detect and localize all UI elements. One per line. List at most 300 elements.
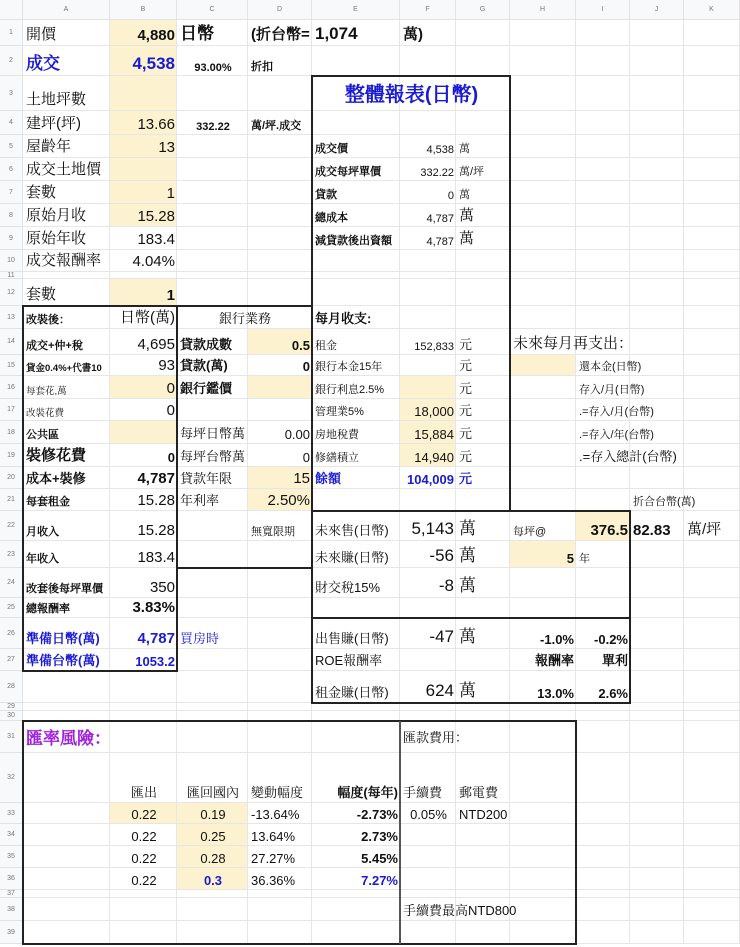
grid-cell[interactable] <box>576 711 630 721</box>
cell-b14[interactable]: 4,695 <box>137 336 175 353</box>
grid-cell[interactable] <box>400 890 456 898</box>
grid-cell[interactable] <box>23 868 110 890</box>
cell-b27[interactable]: 1053.2 <box>135 654 175 669</box>
grid-cell[interactable] <box>456 598 510 618</box>
grid-cell[interactable] <box>630 846 684 868</box>
cell-i22[interactable]: 376.5 <box>590 522 628 539</box>
cell-g24[interactable]: 萬 <box>459 576 476 595</box>
cell-i23[interactable]: 年 <box>579 553 590 565</box>
grid-cell[interactable] <box>684 467 740 489</box>
cell-a20[interactable]: 成本+裝修 <box>26 471 86 486</box>
grid-cell[interactable] <box>177 649 248 671</box>
grid-cell[interactable] <box>630 20 684 46</box>
grid-cell[interactable] <box>684 671 740 703</box>
row-header[interactable]: 35 <box>0 846 23 868</box>
grid-cell[interactable] <box>630 921 684 944</box>
grid-cell[interactable] <box>630 711 684 721</box>
cell-f32[interactable]: 手續費 <box>403 785 443 800</box>
cell-d35[interactable]: 27.27% <box>251 851 296 866</box>
row-header[interactable]: 13 <box>0 306 23 329</box>
cell-f28[interactable]: 624 <box>425 681 454 700</box>
grid-cell[interactable] <box>248 711 312 721</box>
cell-g26[interactable]: 萬 <box>459 627 476 646</box>
grid-cell[interactable] <box>510 890 576 898</box>
grid-cell[interactable] <box>630 467 684 489</box>
select-all-corner[interactable] <box>0 0 23 20</box>
grid-cell[interactable] <box>630 868 684 890</box>
cell-b17[interactable]: 0 <box>166 402 175 419</box>
cell-a18[interactable]: 公共區 <box>26 429 59 441</box>
grid-cell[interactable] <box>177 898 248 921</box>
grid-cell[interactable] <box>110 921 177 944</box>
row-header[interactable]: 10 <box>0 250 23 272</box>
column-header[interactable]: G <box>456 0 510 20</box>
grid-cell[interactable] <box>400 846 456 868</box>
cell-f22[interactable]: 5,143 <box>411 519 454 538</box>
grid-cell[interactable] <box>248 649 312 671</box>
cell-j22[interactable]: 82.83 <box>633 522 671 539</box>
cell-e24[interactable]: 財交稅15% <box>315 580 381 595</box>
cell-g22[interactable]: 萬 <box>459 519 476 538</box>
grid-cell[interactable] <box>510 20 576 46</box>
grid-cell[interactable] <box>684 76 740 111</box>
cell-e15[interactable]: 銀行本金15年 <box>315 361 383 373</box>
grid-cell[interactable] <box>248 227 312 250</box>
column-header[interactable]: A <box>23 0 110 20</box>
grid-cell[interactable] <box>576 846 630 868</box>
grid-cell[interactable] <box>177 598 248 618</box>
cell-g19[interactable]: 元 <box>459 449 473 464</box>
cell-b19[interactable]: 0 <box>167 450 175 465</box>
grid-cell[interactable] <box>630 76 684 111</box>
grid-cell[interactable] <box>177 158 248 181</box>
cell-f6[interactable]: 332.22 <box>420 167 454 179</box>
grid-cell[interactable] <box>456 711 510 721</box>
row-header[interactable]: 20 <box>0 467 23 489</box>
grid-cell[interactable] <box>23 671 110 703</box>
cell-g32[interactable]: 郵電費 <box>459 785 499 800</box>
grid-cell[interactable] <box>23 703 110 711</box>
grid-cell[interactable] <box>248 598 312 618</box>
cell-f31[interactable]: 匯款費用： <box>403 729 469 745</box>
column-header[interactable]: D <box>248 0 312 20</box>
cell-a25[interactable]: 總報酬率 <box>26 603 70 615</box>
grid-cell[interactable] <box>576 721 630 753</box>
grid-cell[interactable] <box>400 703 456 711</box>
grid-cell[interactable] <box>400 824 456 846</box>
grid-cell[interactable] <box>510 489 576 511</box>
grid-cell[interactable] <box>630 46 684 76</box>
cell-d34[interactable]: 13.64% <box>251 829 296 844</box>
grid-cell[interactable] <box>312 711 400 721</box>
cell-a12[interactable]: 套數 <box>26 286 57 303</box>
grid-cell[interactable] <box>110 703 177 711</box>
row-header[interactable]: 37 <box>0 890 23 898</box>
row-header[interactable]: 1 <box>0 20 23 46</box>
cell-f14[interactable]: 152,833 <box>414 341 454 353</box>
grid-cell[interactable] <box>684 181 740 204</box>
cell-h23[interactable]: 5 <box>566 551 574 566</box>
grid-cell[interactable] <box>456 272 510 279</box>
grid-cell[interactable] <box>456 20 510 46</box>
cell-e28[interactable]: 租金賺(日幣) <box>315 685 389 700</box>
cell-a13[interactable]: 改裝後： <box>26 314 70 326</box>
grid-cell[interactable] <box>248 890 312 898</box>
grid-cell[interactable] <box>684 753 740 803</box>
cell-g18[interactable]: 元 <box>459 426 473 441</box>
grid-cell[interactable] <box>576 824 630 846</box>
grid-cell[interactable] <box>576 898 630 921</box>
cell-e17[interactable]: 管理業5% <box>315 406 364 418</box>
cell-e13[interactable]: 每月收支: <box>315 311 372 326</box>
grid-cell[interactable] <box>23 921 110 944</box>
cell-d33[interactable]: -13.64% <box>251 807 300 822</box>
grid-cell[interactable] <box>177 181 248 204</box>
cell-b25[interactable]: 3.83% <box>132 599 175 616</box>
cell-g20[interactable]: 元 <box>459 471 473 486</box>
grid-cell[interactable] <box>177 568 248 598</box>
cell-c16[interactable]: 銀行鑑價 <box>180 381 233 396</box>
grid-cell[interactable] <box>630 541 684 568</box>
cell-b13[interactable]: 日幣(萬) <box>120 309 175 326</box>
grid-cell[interactable] <box>576 46 630 76</box>
cell-a26[interactable]: 準備日幣(萬) <box>26 631 100 646</box>
grid-cell[interactable] <box>510 158 576 181</box>
grid-cell[interactable] <box>576 868 630 890</box>
row-header[interactable]: 24 <box>0 568 23 598</box>
cell-e19[interactable]: 修繕積立 <box>315 452 359 464</box>
row-header[interactable]: 7 <box>0 181 23 204</box>
cell-a2[interactable]: 成交 <box>26 54 60 73</box>
grid-cell[interactable] <box>456 489 510 511</box>
grid-cell[interactable] <box>23 753 110 803</box>
grid-cell[interactable] <box>684 279 740 306</box>
grid-cell[interactable] <box>248 898 312 921</box>
cell-h26[interactable]: -1.0% <box>540 632 574 647</box>
grid-cell[interactable] <box>684 598 740 618</box>
cell-f8[interactable]: 4,787 <box>426 213 454 225</box>
cell-g17[interactable]: 元 <box>459 403 473 418</box>
row-header[interactable]: 12 <box>0 279 23 306</box>
grid-cell[interactable] <box>248 671 312 703</box>
grid-cell[interactable] <box>177 250 248 272</box>
grid-cell[interactable] <box>456 111 510 135</box>
cell-b22[interactable]: 15.28 <box>137 522 175 539</box>
grid-cell[interactable] <box>684 618 740 649</box>
cell-f33[interactable]: 0.05% <box>410 807 447 822</box>
cell-b12[interactable]: 1 <box>166 287 175 304</box>
grid-cell[interactable] <box>576 489 630 511</box>
grid-cell[interactable] <box>630 649 684 671</box>
row-header[interactable]: 32 <box>0 753 23 803</box>
cell-e7[interactable]: 貸款 <box>315 189 337 201</box>
grid-cell[interactable] <box>630 227 684 250</box>
cell-c21[interactable]: 年利率 <box>180 493 220 508</box>
grid-cell[interactable] <box>456 890 510 898</box>
cell-i15[interactable]: 還本金(日幣) <box>579 361 642 373</box>
grid-cell[interactable] <box>510 753 576 803</box>
grid-cell[interactable] <box>110 671 177 703</box>
grid-cell[interactable] <box>177 890 248 898</box>
grid-cell[interactable] <box>576 753 630 803</box>
cell-f20[interactable]: 104,009 <box>407 472 454 487</box>
grid-cell[interactable] <box>684 376 740 399</box>
grid-cell[interactable] <box>684 355 740 376</box>
grid-cell[interactable] <box>510 711 576 721</box>
grid-cell[interactable] <box>248 204 312 227</box>
cell-a31[interactable]: 匯率風險： <box>26 728 111 748</box>
grid-cell[interactable] <box>400 649 456 671</box>
cell-f5[interactable]: 4,538 <box>426 144 454 156</box>
grid-cell[interactable] <box>576 598 630 618</box>
grid-cell[interactable] <box>684 250 740 272</box>
column-header[interactable]: E <box>312 0 400 20</box>
grid-cell[interactable] <box>177 511 248 541</box>
cell-e14[interactable]: 租金 <box>315 340 337 352</box>
grid-cell[interactable] <box>684 721 740 753</box>
cell-d14[interactable]: 0.5 <box>291 338 310 353</box>
cell-c32[interactable]: 匯回國內 <box>186 785 239 800</box>
grid-cell[interactable] <box>400 598 456 618</box>
row-header[interactable]: 39 <box>0 921 23 944</box>
grid-cell[interactable] <box>576 568 630 598</box>
grid-cell[interactable] <box>684 890 740 898</box>
grid-cell[interactable] <box>684 568 740 598</box>
cell-e3[interactable]: 整體報表(日幣) <box>344 84 479 106</box>
cell-c33[interactable]: 0.19 <box>200 807 226 822</box>
grid-cell[interactable] <box>400 46 456 76</box>
grid-cell[interactable] <box>400 272 456 279</box>
grid-cell[interactable] <box>456 649 510 671</box>
grid-cell[interactable] <box>510 803 576 824</box>
cell-c35[interactable]: 0.28 <box>200 851 226 866</box>
cell-d32[interactable]: 變動幅度 <box>251 785 304 800</box>
grid-cell[interactable] <box>510 824 576 846</box>
cell-a16[interactable]: 每套花,萬 <box>26 386 67 397</box>
grid-cell[interactable] <box>576 111 630 135</box>
cell-b20[interactable]: 4,787 <box>137 470 175 487</box>
grid-cell[interactable] <box>576 279 630 306</box>
row-header[interactable]: 18 <box>0 421 23 444</box>
cell-b21[interactable]: 15.28 <box>137 492 175 509</box>
cell-c14[interactable]: 貸款成數 <box>180 337 233 352</box>
cell-f17[interactable]: 18,000 <box>414 404 454 419</box>
cell-a1[interactable]: 開價 <box>26 26 57 43</box>
row-header[interactable]: 5 <box>0 135 23 158</box>
grid-cell[interactable] <box>684 421 740 444</box>
grid-cell[interactable] <box>510 399 576 421</box>
grid-cell[interactable] <box>510 250 576 272</box>
grid-cell[interactable] <box>23 846 110 868</box>
cell-e6[interactable]: 成交每坪單價 <box>315 166 381 178</box>
cell-e32[interactable]: 幅度(每年) <box>337 785 398 800</box>
cell-d15[interactable]: 0 <box>302 359 310 374</box>
grid-cell[interactable] <box>177 227 248 250</box>
cell-h28[interactable]: 13.0% <box>537 686 574 701</box>
cell-d4[interactable]: 萬/坪.成交 <box>251 120 302 132</box>
grid-cell[interactable] <box>177 204 248 227</box>
cell-a22[interactable]: 月收入 <box>26 526 59 538</box>
cell-b2[interactable]: 4,538 <box>132 54 175 73</box>
grid-cell[interactable] <box>400 921 456 944</box>
grid-cell[interactable] <box>312 598 400 618</box>
cell-h22[interactable]: 每坪@ <box>513 526 547 538</box>
grid-cell[interactable] <box>510 846 576 868</box>
cell-a6[interactable]: 成交土地價 <box>26 161 102 178</box>
cell-b1[interactable]: 4,880 <box>137 27 175 44</box>
grid-cell[interactable] <box>456 250 510 272</box>
cell-g5[interactable]: 萬 <box>459 143 470 155</box>
grid-cell[interactable] <box>23 890 110 898</box>
grid-cell[interactable] <box>248 399 312 421</box>
cell-b26[interactable]: 4,787 <box>137 630 175 647</box>
grid-cell[interactable] <box>456 279 510 306</box>
grid-cell[interactable] <box>684 227 740 250</box>
cell-c36[interactable]: 0.3 <box>203 873 223 888</box>
cell-e36[interactable]: 7.27% <box>361 873 398 888</box>
cell-g8[interactable]: 萬 <box>459 207 475 224</box>
grid-cell[interactable] <box>456 46 510 76</box>
grid-cell[interactable] <box>456 868 510 890</box>
grid-cell[interactable] <box>23 898 110 921</box>
grid-cell[interactable] <box>576 703 630 711</box>
grid-cell[interactable] <box>630 272 684 279</box>
grid-cell[interactable] <box>576 890 630 898</box>
grid-cell[interactable] <box>630 250 684 272</box>
grid-cell[interactable] <box>400 376 456 399</box>
cell-d1[interactable]: (折台幣= <box>251 26 310 43</box>
grid-cell[interactable] <box>684 46 740 76</box>
cell-k22[interactable]: 萬/坪 <box>687 521 722 538</box>
row-header[interactable]: 27 <box>0 649 23 671</box>
grid-cell[interactable] <box>248 703 312 711</box>
grid-cell[interactable] <box>684 711 740 721</box>
row-header[interactable]: 8 <box>0 204 23 227</box>
grid-cell[interactable] <box>177 541 248 568</box>
cell-g14[interactable]: 元 <box>459 337 473 352</box>
cell-e1[interactable]: 1,074 <box>315 24 358 43</box>
grid-cell[interactable] <box>684 824 740 846</box>
grid-cell[interactable] <box>400 279 456 306</box>
cell-a19[interactable]: 裝修花費 <box>26 447 87 464</box>
cell-d21[interactable]: 2.50% <box>267 492 310 509</box>
grid-cell[interactable] <box>630 111 684 135</box>
cell-b16[interactable]: 0 <box>166 380 175 397</box>
cell-b7[interactable]: 1 <box>166 185 175 202</box>
grid-cell[interactable] <box>510 467 576 489</box>
cell-c34[interactable]: 0.25 <box>200 829 226 844</box>
cell-d2[interactable]: 折扣 <box>251 61 273 73</box>
grid-cell[interactable] <box>248 158 312 181</box>
grid-cell[interactable] <box>576 76 630 111</box>
cell-b8[interactable]: 15.28 <box>137 208 175 225</box>
cell-b35[interactable]: 0.22 <box>131 851 157 866</box>
grid-cell[interactable] <box>110 158 177 181</box>
grid-cell[interactable] <box>248 376 312 399</box>
cell-f18[interactable]: 15,884 <box>414 427 454 442</box>
row-header[interactable]: 11 <box>0 272 23 279</box>
grid-cell[interactable] <box>630 181 684 204</box>
cell-e22[interactable]: 未來售(日幣) <box>315 523 389 538</box>
grid-cell[interactable] <box>684 846 740 868</box>
grid-cell[interactable] <box>684 444 740 467</box>
cell-c26[interactable]: 買房時 <box>180 631 220 646</box>
grid-cell[interactable] <box>248 721 312 753</box>
row-header[interactable]: 19 <box>0 444 23 467</box>
column-header[interactable]: J <box>630 0 684 20</box>
cell-a8[interactable]: 原始月收 <box>26 207 87 224</box>
cell-g15[interactable]: 元 <box>459 358 473 373</box>
cell-a23[interactable]: 年收入 <box>26 553 59 565</box>
cell-a21[interactable]: 每套租金 <box>26 496 70 508</box>
grid-cell[interactable] <box>248 135 312 158</box>
cell-b34[interactable]: 0.22 <box>131 829 157 844</box>
cell-f1[interactable]: 萬) <box>403 26 423 43</box>
grid-cell[interactable] <box>312 489 400 511</box>
grid-cell[interactable] <box>110 272 177 279</box>
grid-cell[interactable] <box>248 541 312 568</box>
grid-cell[interactable] <box>630 279 684 306</box>
grid-cell[interactable] <box>576 467 630 489</box>
grid-cell[interactable] <box>248 618 312 649</box>
grid-cell[interactable] <box>400 868 456 890</box>
cell-j21[interactable]: 折合台幣(萬) <box>633 496 696 508</box>
cell-c18[interactable]: 每坪日幣萬 <box>180 426 246 441</box>
grid-cell[interactable] <box>110 898 177 921</box>
column-header[interactable]: H <box>510 0 576 20</box>
grid-cell[interactable] <box>630 753 684 803</box>
grid-cell[interactable] <box>510 135 576 158</box>
grid-cell[interactable] <box>630 306 684 329</box>
grid-cell[interactable] <box>510 868 576 890</box>
grid-cell[interactable] <box>312 279 400 306</box>
row-header[interactable]: 36 <box>0 868 23 890</box>
cell-a4[interactable]: 建坪(坪) <box>26 115 81 132</box>
cell-f19[interactable]: 14,940 <box>414 450 454 465</box>
row-header[interactable]: 2 <box>0 46 23 76</box>
row-header[interactable]: 28 <box>0 671 23 703</box>
grid-cell[interactable] <box>684 898 740 921</box>
grid-cell[interactable] <box>576 803 630 824</box>
cell-i16[interactable]: 存入/月(日幣) <box>579 384 645 396</box>
grid-cell[interactable] <box>23 803 110 824</box>
cell-d18[interactable]: 0.00 <box>284 427 310 442</box>
cell-i28[interactable]: 2.6% <box>598 686 628 701</box>
grid-cell[interactable] <box>177 671 248 703</box>
cell-a3[interactable]: 土地坪數 <box>26 91 87 108</box>
cell-a27[interactable]: 準備台幣(萬) <box>26 653 100 668</box>
row-header[interactable]: 23 <box>0 541 23 568</box>
grid-cell[interactable] <box>312 272 400 279</box>
grid-cell[interactable] <box>684 204 740 227</box>
cell-a9[interactable]: 原始年收 <box>26 230 87 247</box>
grid-cell[interactable] <box>684 649 740 671</box>
grid-cell[interactable] <box>630 598 684 618</box>
cell-i19[interactable]: .=存入總計(台幣) <box>579 449 677 464</box>
grid-cell[interactable] <box>510 204 576 227</box>
grid-cell[interactable] <box>110 421 177 444</box>
grid-cell[interactable] <box>510 227 576 250</box>
cell-a24[interactable]: 改套後每坪單價 <box>26 583 103 595</box>
cell-e26[interactable]: 出售賺(日幣) <box>315 631 389 646</box>
cell-c13[interactable]: 銀行業務 <box>218 311 271 326</box>
grid-cell[interactable] <box>576 135 630 158</box>
grid-cell[interactable] <box>248 921 312 944</box>
cell-b32[interactable]: 匯出 <box>130 785 157 800</box>
grid-cell[interactable] <box>684 20 740 46</box>
grid-cell[interactable] <box>177 135 248 158</box>
grid-cell[interactable] <box>684 868 740 890</box>
